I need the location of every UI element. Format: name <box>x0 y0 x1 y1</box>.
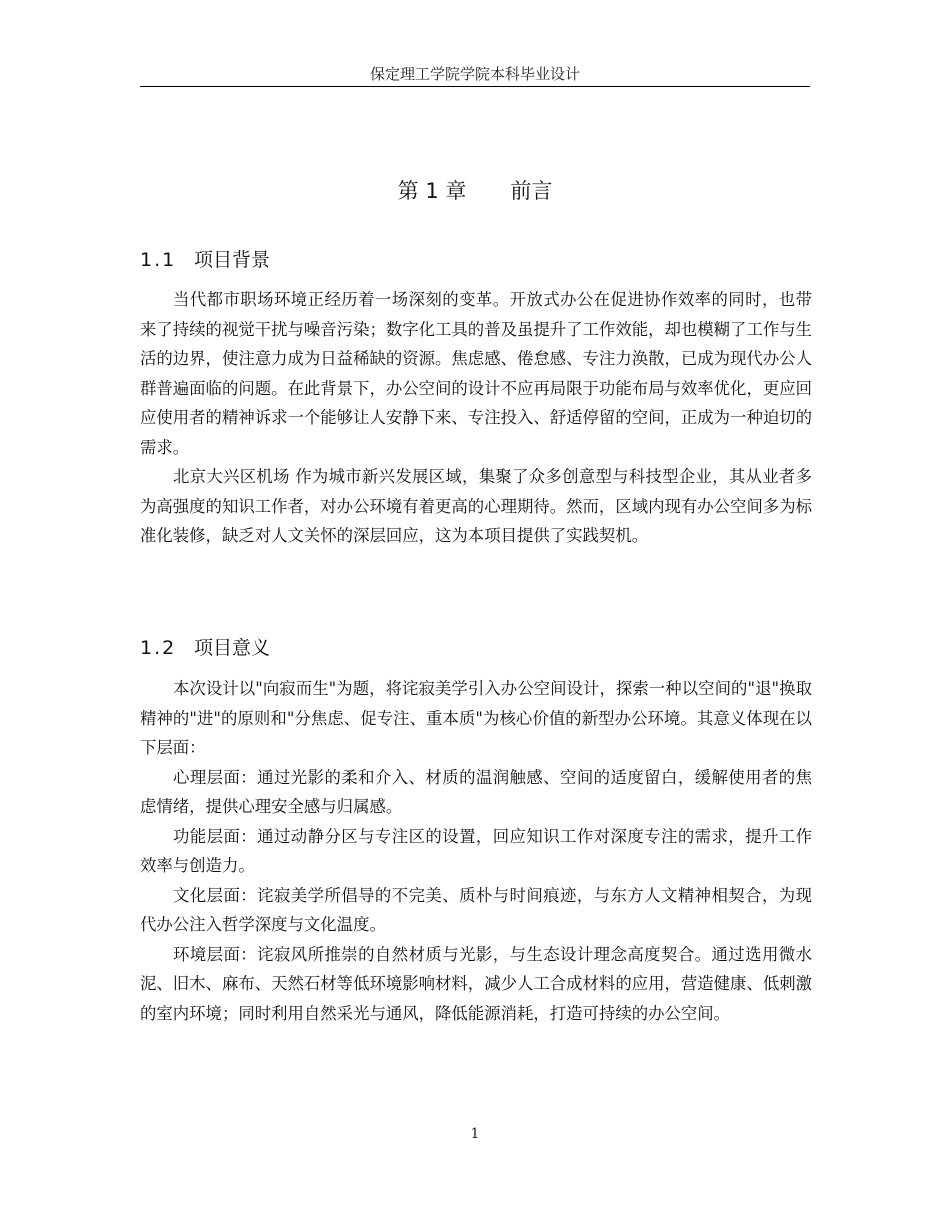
chapter-title <box>0 176 950 206</box>
paragraph: 本次设计以"向寂而生"为题，将诧寂美学引入办公空间设计，探索一种以空间的"退"换取精神的"进"的原则和"分焦虑、促专注、重本质"为核心价值的新型办公环境。其意义体现在以下层面： <box>140 679 812 757</box>
page-header <box>140 62 810 87</box>
section-title: 项目意义 <box>194 637 271 659</box>
paragraph: 北京大兴区机场 作为城市新兴发展区域，集聚了众多创意型与科技型企业，其从业者多为高强度的知识工作者，对办公环境有着更高的心理期待。然而，区域内现有办公空间多为标准化装修，缺乏对人文关怀的深层回应，这为本项目提供了实践契机。 <box>140 467 813 545</box>
section-body-significance <box>140 674 812 1028</box>
header-title: 保定理工学院学院本科毕业设计 <box>369 65 580 83</box>
section-title: 项目背景 <box>194 249 271 271</box>
chapter-name: 前言 <box>510 179 553 203</box>
section-heading-significance <box>140 634 270 662</box>
page-number: 1 <box>470 1126 480 1142</box>
paragraph: 心理层面：通过光影的柔和介入、材质的温润触感、空间的适度留白，缓解使用者的焦虑情绪，提供心理安全感与归属感。 <box>140 767 812 816</box>
section-number: 1.1 <box>140 249 177 271</box>
paragraph: 文化层面：诧寂美学所倡导的不完美、质朴与时间痕迹，与东方人文精神相契合，为现代办公注入哲学深度与文化温度。 <box>140 885 812 934</box>
paragraph: 当代都市职场环境正经历着一场深刻的变革。开放式办公在促进协作效率的同时，也带来了持续的视觉干扰与噪音污染；数字化工具的普及虽提升了工作效能，却也模糊了工作与生活的边界，使注意力成为日益稀缺的资源。焦虑感、倦怠感、专注力涣散，已成为现代办公人群普遍面临的问题。在此背景下，办公空间的设计不应再局限于功能布局与效率优化，更应回应使用者的精神诉求一个能够让人安静下来、专注投入、舒适停留的空间，正成为一种迫切的需求。 <box>140 290 813 457</box>
paragraph: 功能层面：通过动静分区与专注区的设置，回应知识工作对深度专注的需求，提升工作效率与创造力。 <box>140 826 812 875</box>
section-body-background <box>140 285 812 551</box>
section-number: 1.2 <box>140 637 177 659</box>
paragraph: 环境层面：诧寂风所推崇的自然材质与光影，与生态设计理念高度契合。通过选用微水泥、旧木、麻布、天然石材等低环境影响材料，减少人工合成材料的应用，营造健康、低刺激的室内环境；同时利用自然采光与通风，降低能源消耗，打造可持续的办公空间。 <box>140 944 813 1023</box>
section-heading-background <box>140 246 270 274</box>
chapter-number: 第 1 章 <box>397 179 467 203</box>
